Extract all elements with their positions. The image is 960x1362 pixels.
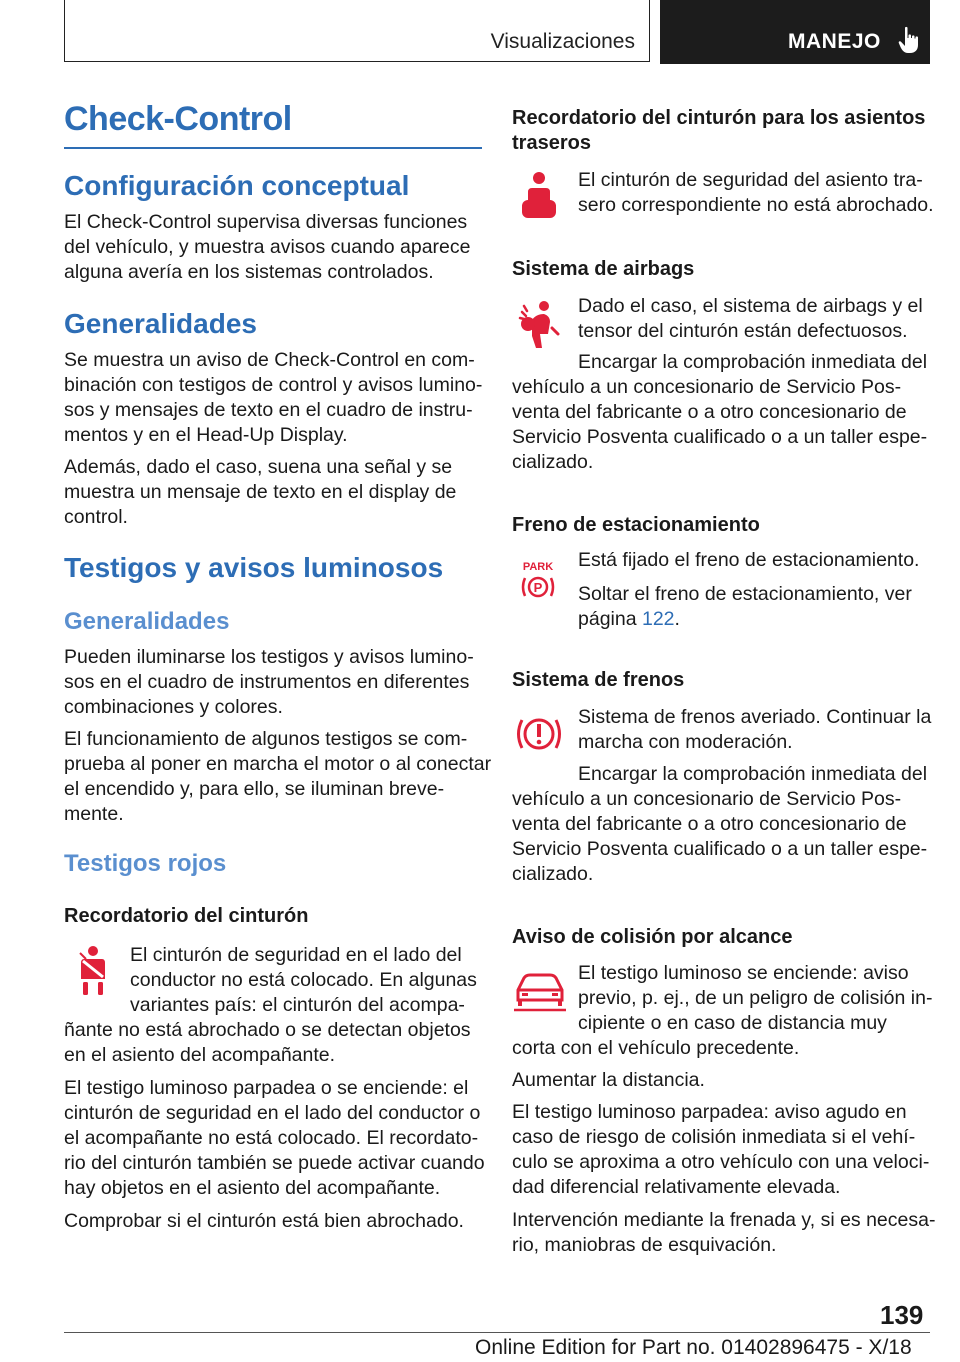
brake-system-paragraph-2: Encargar la comprobación inmediata del — [578, 763, 928, 785]
parking-brake-text: Está fijado el freno de estacionamiento. — [578, 549, 920, 571]
page-title: Check-Control — [64, 100, 292, 138]
general-heading: Generalidades — [64, 308, 257, 339]
airbag-icon — [518, 300, 560, 350]
section-label: Visualizaciones — [490, 30, 635, 53]
belt-reminder-text: El cinturón de seguridad en el lado del conductor no está colocado. En algunas variantes país: el cinturón del acompa- — [130, 944, 477, 1016]
collision-warning-paragraph-4: Intervención mediante la frenada y, si es necesa- rio, maniobras de esquivación. — [512, 1209, 936, 1256]
concept-text: El Check-Control supervisa diversas funciones del vehículo, y muestra avisos cuando aparece alguna avería en los sistemas controlados. — [64, 211, 471, 283]
collision-warning-paragraph-3: El testigo luminoso parpadea: aviso agudo en caso de riesgo de colisión inmediata si el vehí- culo se aproxima a otro vehículo con una veloci- dad diferencial relativamente elevada. — [512, 1101, 930, 1198]
page-header — [64, 0, 930, 64]
airbag-text: Dado el caso, el sistema de airbags y el tensor del cinturón están defectuosos. — [578, 295, 923, 342]
rear-belt-text: El cinturón de seguridad del asiento tra- sero correspondiente no está abrochado. — [578, 169, 934, 216]
chapter-label: MANEJO — [788, 30, 881, 53]
rear-belt-heading: Recordatorio del cinturón para los asientos traseros — [512, 107, 926, 154]
pointing-hand-icon — [898, 26, 922, 54]
edition-text: Online Edition for Part no. 01402896475 - X/18 — [475, 1336, 912, 1359]
red-indicators-heading: Testigos rojos — [64, 850, 227, 877]
general-paragraph-2: Además, dado el caso, suena una señal y se muestra un mensaje de texto en el display de control. — [64, 456, 457, 528]
parking-brake-heading: Freno de estacionamiento — [512, 514, 760, 536]
seatbelt-icon — [78, 945, 108, 997]
indicators-heading: Testigos y avisos luminosos — [64, 552, 444, 583]
belt-reminder-text-continued: ñante no está abrochado o se detectan objetos en el asiento del acompañante. — [64, 1019, 471, 1066]
collision-warning-text-continued: corta con el vehículo precedente. — [512, 1037, 800, 1059]
airbag-paragraph-2-continued: vehículo a un concesionario de Servicio Pos- venta del fabricante o a otro concesionario de Servicio Posventa cualificado o a un taller espe- cializado. — [512, 376, 928, 473]
belt-reminder-paragraph-2: El testigo luminoso parpadea o se enciende: el cinturón de seguridad en el lado del conductor o el acompañante no está colocado. El recordato- rio del cinturón también se puede activar cuando hay objetos en el asiento del acompañante. — [64, 1077, 485, 1199]
car-collision-icon — [514, 970, 566, 1012]
section-tab[interactable] — [64, 0, 650, 62]
footer-divider — [64, 1332, 930, 1333]
belt-reminder-paragraph-3: Comprobar si el cinturón está bien abrochado. — [64, 1210, 464, 1232]
page-reference-link[interactable]: 122 — [641, 608, 675, 630]
svg-text:PARK: PARK — [522, 561, 554, 573]
chapter-tab[interactable] — [660, 0, 930, 64]
title-divider — [64, 147, 482, 149]
belt-reminder-heading: Recordatorio del cinturón — [64, 905, 309, 927]
indicators-paragraph-2: El funcionamiento de algunos testigos se com- prueba al poner en marcha el motor o al conectar el encendido y, para ello, se iluminan breve- mente. — [64, 728, 492, 825]
indicators-subheading: Generalidades — [64, 608, 230, 635]
concept-heading: Configuración conceptual — [64, 170, 410, 201]
collision-warning-heading: Aviso de colisión por alcance — [512, 926, 793, 948]
airbag-heading: Sistema de airbags — [512, 258, 695, 280]
airbag-paragraph-2: Encargar la comprobación inmediata del — [578, 351, 928, 373]
brake-system-paragraph-2-continued: vehículo a un concesionario de Servicio Pos- venta del fabricante o a otro concesionario de Servicio Posventa cualificado o a un taller espe- cializado. — [512, 788, 928, 885]
parking-brake-paragraph-2: Soltar el freno de estacionamiento, ver página 122. — [578, 583, 912, 630]
svg-text:P: P — [533, 580, 543, 595]
collision-warning-text: El testigo luminoso se enciende: aviso previo, p. ej., de un peligro de colisión in- cipiente o en caso de distancia muy — [578, 962, 933, 1034]
page-number: 139 — [880, 1300, 924, 1330]
brake-warning-icon — [514, 712, 564, 756]
general-paragraph-1: Se muestra un aviso de Check-Control en com- binación con testigos de control y avisos lumino- sos y mensajes de texto en el cuadro de instru- mentos y en el Head-Up Display. — [64, 349, 483, 446]
brake-system-heading: Sistema de frenos — [512, 669, 685, 691]
indicators-paragraph-1: Pueden iluminarse los testigos y avisos lumino- sos en el cuadro de instrumentos en diferentes combinaciones y colores. — [64, 646, 474, 718]
park-brake-icon — [516, 558, 560, 602]
rear-seat-icon — [520, 170, 558, 222]
collision-warning-paragraph-2: Aumentar la distancia. — [512, 1069, 705, 1091]
brake-system-text: Sistema de frenos averiado. Continuar la marcha con moderación. — [578, 706, 932, 753]
